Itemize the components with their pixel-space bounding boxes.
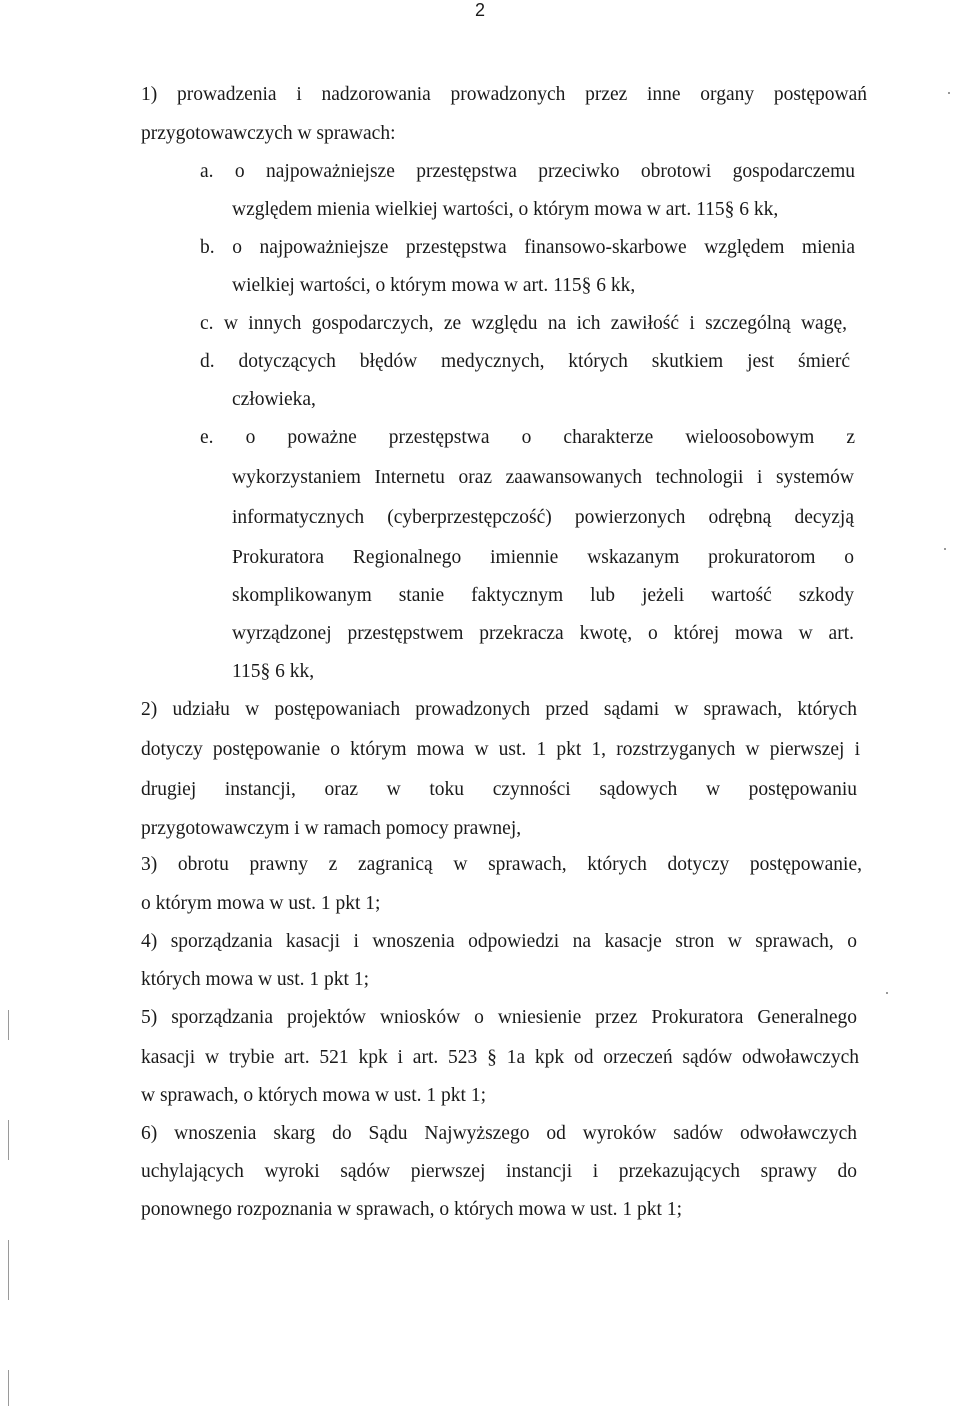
- subitem-a-line-1: a. o najpoważniejsze przestępstwa przeciwko obrotowi gospodarczemu: [200, 161, 855, 182]
- page-number: 2: [475, 0, 486, 20]
- subitem-a-line-2: względem mienia wielkiej wartości, o którym mowa w art. 115§ 6 kk,: [232, 199, 779, 220]
- scan-dot: [948, 92, 950, 94]
- subitem-d-line-1: d. dotyczących błędów medycznych, których skutkiem jest śmierć: [200, 351, 850, 372]
- scan-edge-mark: [8, 1240, 9, 1300]
- item-3-line-2: o którym mowa w ust. 1 pkt 1;: [141, 893, 381, 914]
- item-6-line-3: ponownego rozpoznania w sprawach, o których mowa w ust. 1 pkt 1;: [141, 1199, 683, 1220]
- scan-dot: [886, 992, 888, 994]
- subitem-e-line-5: skomplikowanym stanie faktycznym lub jeżeli wartość szkody: [232, 585, 854, 606]
- subitem-e-line-4: Prokuratora Regionalnego imiennie wskazanym prokuratorom o: [232, 547, 854, 568]
- subitem-b-line-1: b. o najpoważniejsze przestępstwa finansowo-skarbowe względem mienia: [200, 237, 855, 258]
- item-4-line-2: których mowa w ust. 1 pkt 1;: [141, 969, 370, 990]
- subitem-e-line-1: e. o poważne przestępstwa o charakterze wieloosobowym z: [200, 427, 855, 448]
- item-1-line-2: przygotowawczych w sprawach:: [141, 123, 396, 144]
- scan-dot: [944, 548, 946, 550]
- item-2-line-3: drugiej instancji, oraz w toku czynności sądowych w postępowaniu: [141, 779, 857, 800]
- item-5-line-2: kasacji w trybie art. 521 kpk i art. 523 § 1a kpk od orzeczeń sądów odwoławczych: [141, 1047, 859, 1068]
- item-2-line-1: 2) udziału w postępowaniach prowadzonych przed sądami w sprawach, których: [141, 699, 857, 720]
- item-3-line-1: 3) obrotu prawny z zagranicą w sprawach, których dotyczy postępowanie,: [141, 854, 862, 875]
- item-5-line-1: 5) sporządzania projektów wniosków o wniesienie przez Prokuratora Generalnego: [141, 1007, 857, 1028]
- subitem-e-line-6: wyrządzonej przestępstwem przekracza kwotę, o której mowa w art.: [232, 623, 854, 644]
- item-2-line-2: dotyczy postępowanie o którym mowa w ust. 1 pkt 1, rozstrzyganych w pierwszej i: [141, 739, 860, 760]
- item-4-line-1: 4) sporządzania kasacji i wnoszenia odpowiedzi na kasacje stron w sprawach, o: [141, 931, 857, 952]
- item-6-line-2: uchylających wyroki sądów pierwszej instancji i przekazujących sprawy do: [141, 1161, 857, 1182]
- subitem-d-line-2: człowieka,: [232, 389, 316, 410]
- subitem-b-line-2: wielkiej wartości, o którym mowa w art. 115§ 6 kk,: [232, 275, 636, 296]
- scan-edge-mark: [8, 1010, 9, 1040]
- item-2-line-4: przygotowawczym i w ramach pomocy prawnej,: [141, 818, 522, 839]
- subitem-e-line-3: informatycznych (cyberprzestępczość) powierzonych odrębną decyzją: [232, 507, 854, 528]
- item-6-line-1: 6) wnoszenia skarg do Sądu Najwyższego od wyroków sadów odwoławczych: [141, 1123, 857, 1144]
- subitem-e-line-2: wykorzystaniem Internetu oraz zaawansowanych technologii i systemów: [232, 467, 854, 488]
- scan-edge-mark: [8, 1370, 9, 1406]
- subitem-e-line-7: 115§ 6 kk,: [232, 661, 315, 682]
- scan-edge-mark: [8, 1120, 9, 1160]
- item-5-line-3: w sprawach, o których mowa w ust. 1 pkt 1;: [141, 1085, 486, 1106]
- subitem-c-line-1: c. w innych gospodarczych, ze względu na ich zawiłość i szczególną wagę,: [200, 313, 847, 334]
- item-1-line-1: 1) prowadzenia i nadzorowania prowadzonych przez inne organy postępowań: [141, 84, 867, 105]
